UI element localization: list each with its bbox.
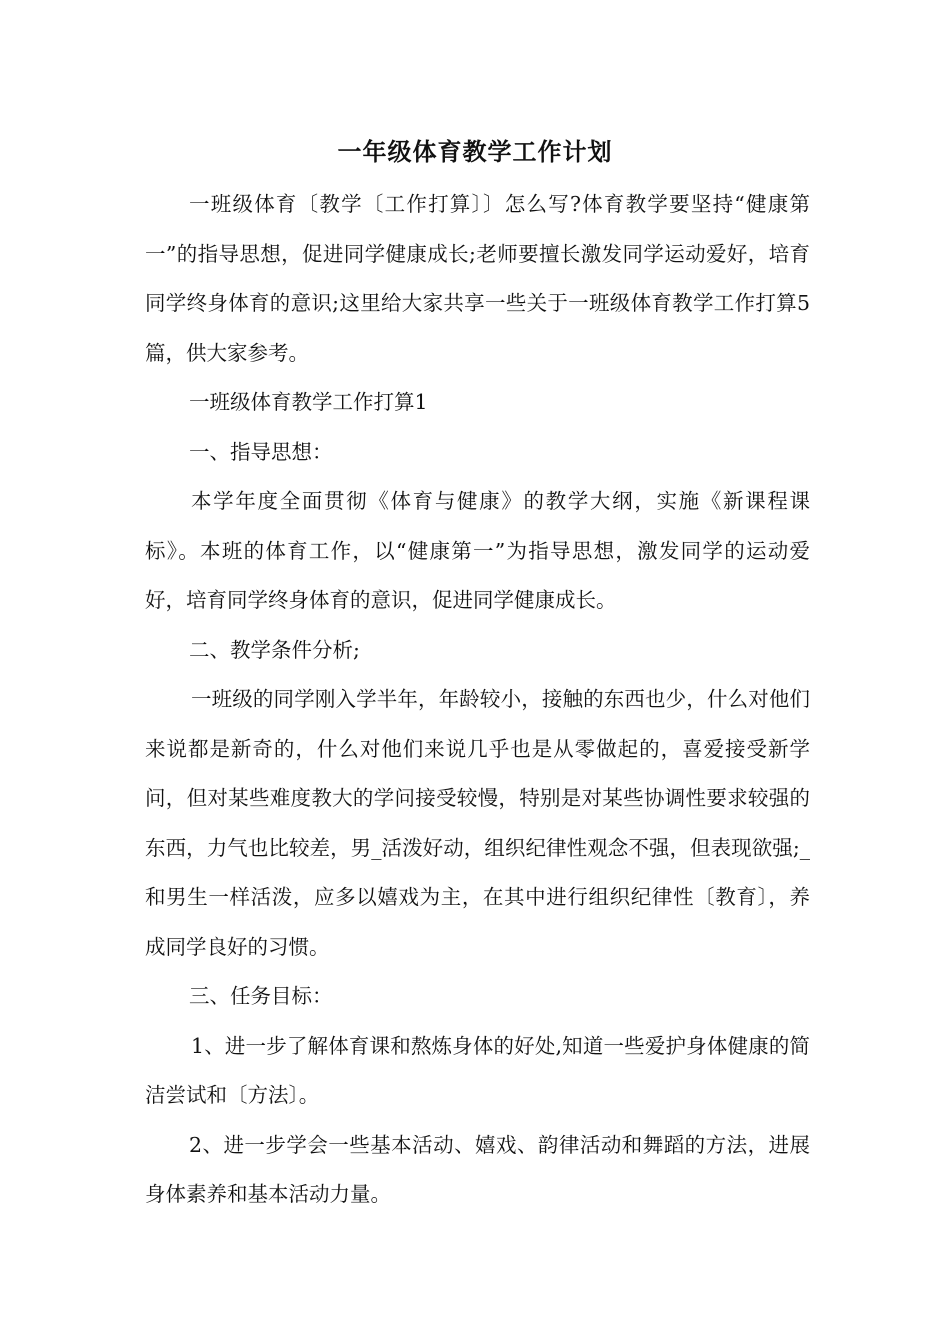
document-body [145,180,810,1220]
task-goal-item-2: 2、进一步学会一些基本活动、嬉戏、韵律活动和舞蹈的方法，进展身体素养和基本活动力量。 [145,1132,810,1206]
section-heading-guiding-thought: 一、指导思想： [189,439,333,464]
section-heading-task-goals: 三、任务目标： [189,984,333,1008]
condition-analysis-paragraph: 一班级的同学刚入学半年，年龄较小，接触的东西也少，什么对他们来说都是新奇的，什么对他们来说几乎也是从零做起的，喜爱接受新学问，但对某些难度教大的学问接受较慢，特别是对某些协调性要求较强的东西，力气也比较差，男_活泼好动，组织纪律性观念不强，但表现欲强;_和男生一样活泼，应多以嬉戏为主，在其中进行组织纪律性〔教育〕，养成同学良好的习惯。 [145,687,810,959]
guiding-thought-paragraph: 本学年度全面贯彻《体育与健康》的教学大纲，实施《新课程课标》。本班的体育工作，以“健康第一”为指导思想，激发同学的运动爱好，培育同学终身体育的意识，促进同学健康成长。 [145,489,810,612]
section-heading-condition-analysis: 二、教学条件分析; [189,637,360,662]
section-heading-plan-1: 一班级体育教学工作打算1 [189,390,428,414]
document-title: 一年级体育教学工作计划 [337,137,613,166]
intro-paragraph: 一班级体育〔教学〔工作打算〕〕怎么写?体育教学要坚持“健康第一”的指导思想，促进同学健康成长;老师要擅长激发同学运动爱好，培育同学终身体育的意识;这里给大家共享一些关于一班级体育教学工作打算5篇，供大家参考。 [145,192,810,365]
task-goal-item-1: 1、进一步了解体育课和熬炼身体的好处,知道一些爱护身体健康的简洁尝试和〔方法〕。 [145,1033,810,1107]
